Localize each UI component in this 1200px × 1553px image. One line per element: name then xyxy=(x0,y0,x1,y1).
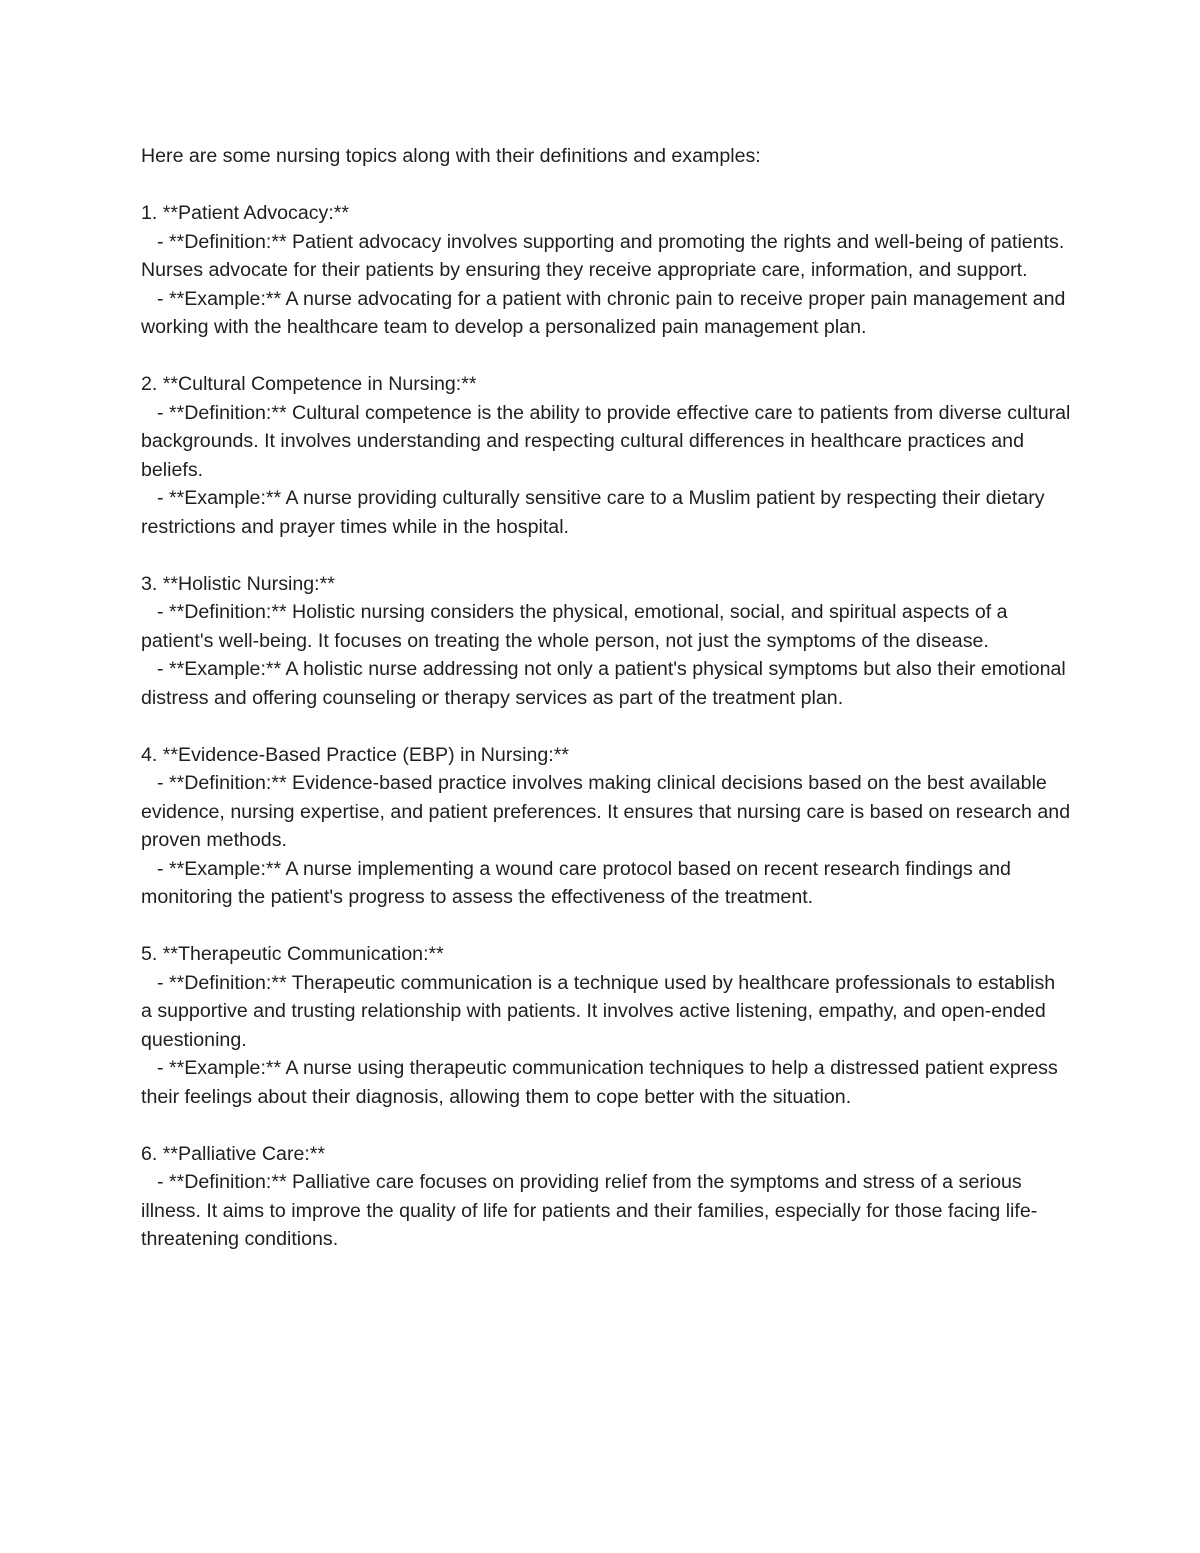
topic-section-patient-advocacy xyxy=(141,199,1071,342)
topic-example: - **Example:** A holistic nurse addressing not only a patient's physical symptoms but also their emotional distress and offering counseling or therapy services as part of the treatment plan. xyxy=(141,658,1066,709)
intro-text: Here are some nursing topics along with their definitions and examples: xyxy=(141,145,761,167)
topic-heading: 5. **Therapeutic Communication:** xyxy=(141,943,444,965)
topic-example: - **Example:** A nurse using therapeutic communication techniques to help a distressed patient express their feelings about their diagnosis, allowing them to cope better with the situation. xyxy=(141,1057,1058,1108)
topic-definition: - **Definition:** Holistic nursing considers the physical, emotional, social, and spiritual aspects of a patient's well-being. It focuses on treating the whole person, not just the symptoms of the disease. xyxy=(141,601,1008,652)
topic-definition: - **Definition:** Patient advocacy involves supporting and promoting the rights and well-being of patients. Nurses advocate for their patients by ensuring they receive appropriate care, information, and support. xyxy=(141,230,1065,281)
topic-example: - **Example:** A nurse advocating for a patient with chronic pain to receive proper pain management and working with the healthcare team to develop a personalized pain management plan. xyxy=(141,287,1066,338)
topic-heading: 3. **Holistic Nursing:** xyxy=(141,572,335,595)
topic-example: - **Example:** A nurse implementing a wound care protocol based on recent research findings and monitoring the patient's progress to assess the effectiveness of the treatment. xyxy=(141,857,1011,908)
topic-heading: 1. **Patient Advocacy:** xyxy=(141,202,350,224)
topic-definition: - **Definition:** Evidence-based practice involves making clinical decisions based on the best available evidence, nursing expertise, and patient preferences. It ensures that nursing care is based on research and proven methods. xyxy=(141,772,1071,851)
topic-heading: 6. **Palliative Care:** xyxy=(141,1142,326,1165)
topic-section-evidence-based-practice xyxy=(141,741,1071,912)
topic-section-holistic-nursing xyxy=(141,570,1071,713)
topic-section-therapeutic-communication xyxy=(141,940,1071,1111)
topic-section-cultural-competence xyxy=(141,370,1071,541)
topic-section-palliative-care xyxy=(141,1140,1071,1254)
topic-definition: - **Definition:** Therapeutic communication is a technique used by healthcare professionals to establish a supportive and trusting relationship with patients. It involves active listening, empathy, and open-ended questioning. xyxy=(141,971,1056,1051)
document-body xyxy=(141,142,1071,1254)
topic-definition: - **Definition:** Cultural competence is the ability to provide effective care to patients from diverse cultural backgrounds. It involves understanding and respecting cultural differences in healthcare practices and beliefs. xyxy=(141,401,1071,481)
topic-example: - **Example:** A nurse providing culturally sensitive care to a Muslim patient by respecting their dietary restrictions and prayer times while in the hospital. xyxy=(141,487,1045,538)
topic-definition: - **Definition:** Palliative care focuses on providing relief from the symptoms and stress of a serious illness. It aims to improve the quality of life for patients and their families, especially for those facing life-threatening conditions. xyxy=(141,1171,1038,1250)
topic-heading: 4. **Evidence-Based Practice (EBP) in Nursing:** xyxy=(141,743,569,766)
topic-heading: 2. **Cultural Competence in Nursing:** xyxy=(141,373,477,395)
